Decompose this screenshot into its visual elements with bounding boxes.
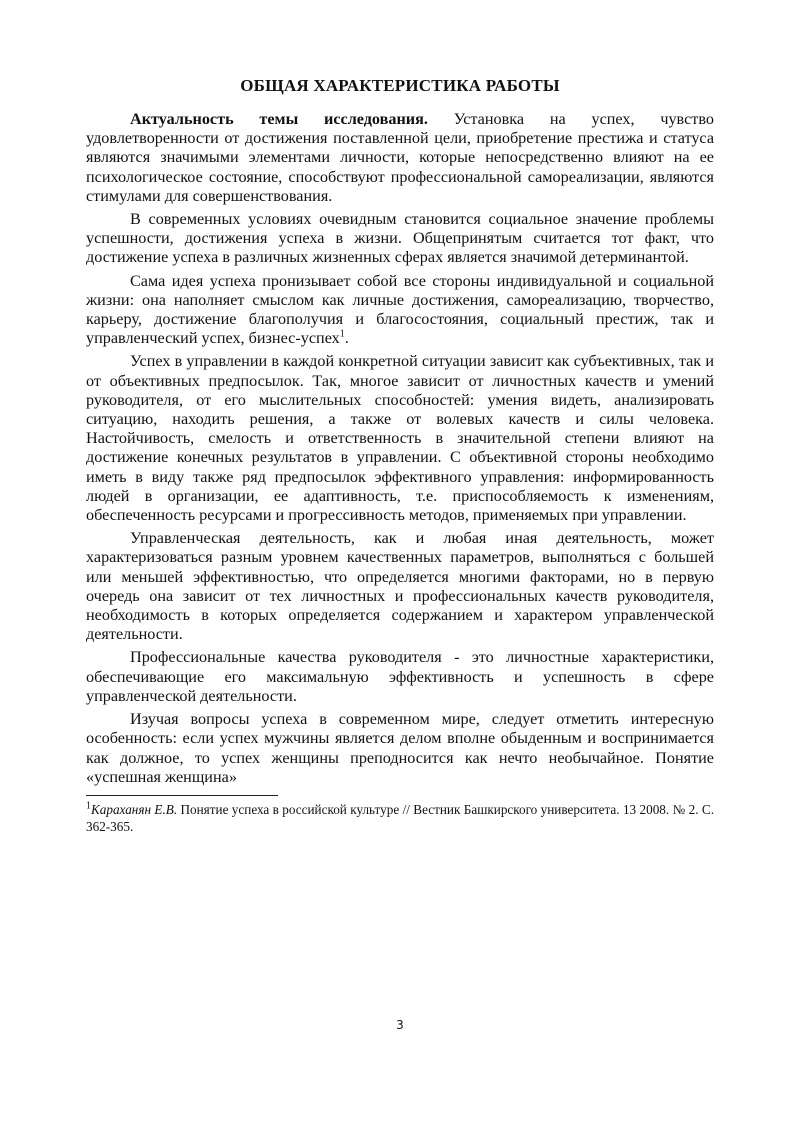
page-number: 3 bbox=[396, 1018, 404, 1032]
footnote-divider bbox=[86, 795, 278, 796]
paragraph-modern-success: Изучая вопросы успеха в современном мире, следует отметить интересную особенность: если успех мужчины является делом вполне обыденным и воспринимается как должное, то успех женщины преподносится как нечто необычайное. Понятие «успешная женщина» bbox=[86, 710, 714, 786]
footnote-author: Караханян Е.В. bbox=[91, 801, 178, 817]
paragraph-social-significance: В современных условиях очевидным становится социальное значение проблемы успешности, достижения успеха в жизни. Общепринятым считается тот факт, что достижение успеха в различных жизненных сферах является значимой детерминантой. bbox=[86, 210, 714, 267]
paragraph-idea-of-success bbox=[86, 272, 714, 349]
paragraph-management-activity: Управленческая деятельность, как и любая иная деятельность, может характеризоваться разным уровнем качественных параметров, выполняться с большей или меньшей эффективностью, что определяется многими факторами, но в первую очередь она зависит от тех личностных и профессиональных качеств руководителя, необходимость в которых определяется содержанием и характером управленческой деятельности. bbox=[86, 529, 714, 644]
document-page bbox=[86, 62, 714, 835]
footnote-text: Понятие успеха в российской культуре // Вестник Башкирского университета. 13 2008. № 2. С. 362-365. bbox=[86, 801, 715, 834]
paragraph-management-success: Успех в управлении в каждой конкретной ситуации зависит как субъективных, так и от объективных предпосылок. Так, многое зависит от личностных качеств и умений руководителя, от его мыслительных способностей: умения видеть, анализировать ситуацию, находить решения, а также от волевых качеств и силы человека. Настойчивость, смелость и ответственность в значительной степени влияют на достижение конечных результатов в управлении. С объективной стороны необходимо иметь в виду также ряд предпосылок эффективного управления: информированность людей в организации, ее адаптивность, т.е. приспособляемость к изменениям, обеспеченность ресурсами и прогрессивность методов, применяемых при управлении. bbox=[86, 352, 714, 525]
paragraph-lead: Актуальность темы исследования. bbox=[130, 110, 428, 128]
paragraph-professional-qualities: Профессиональные качества руководителя - это личностные характеристики, обеспечивающие его максимальную эффективность и успешность в сфере управленческой деятельности. bbox=[86, 648, 714, 705]
page-title: ОБЩАЯ ХАРАКТЕРИСТИКА РАБОТЫ bbox=[240, 76, 560, 95]
paragraph-tail: . bbox=[344, 329, 349, 348]
paragraph-text: Установка на успех, чувство удовлетворенности от достижения поставленной цели, приобретение престижа и статуса являются значимыми элементами личности, которые непосредственно влияют на ее психологическое состояние, способствуют профессиональной самореализации, являются стимулами для совершенствования. bbox=[86, 110, 714, 205]
paragraph-relevance bbox=[86, 110, 714, 206]
footnote bbox=[86, 801, 714, 835]
footnote-number: 1 bbox=[86, 800, 91, 812]
paragraph-text: Сама идея успеха пронизывает собой все стороны индивидуальной и социальной жизни: она наполняет смыслом как личные достижения, самореализацию, творчество, карьеру, достижение благополучия и благосостояния, социальный престиж, так и управленческий успех, бизнес-успех bbox=[86, 271, 714, 348]
footnote-reference[interactable]: 1 bbox=[339, 328, 345, 340]
